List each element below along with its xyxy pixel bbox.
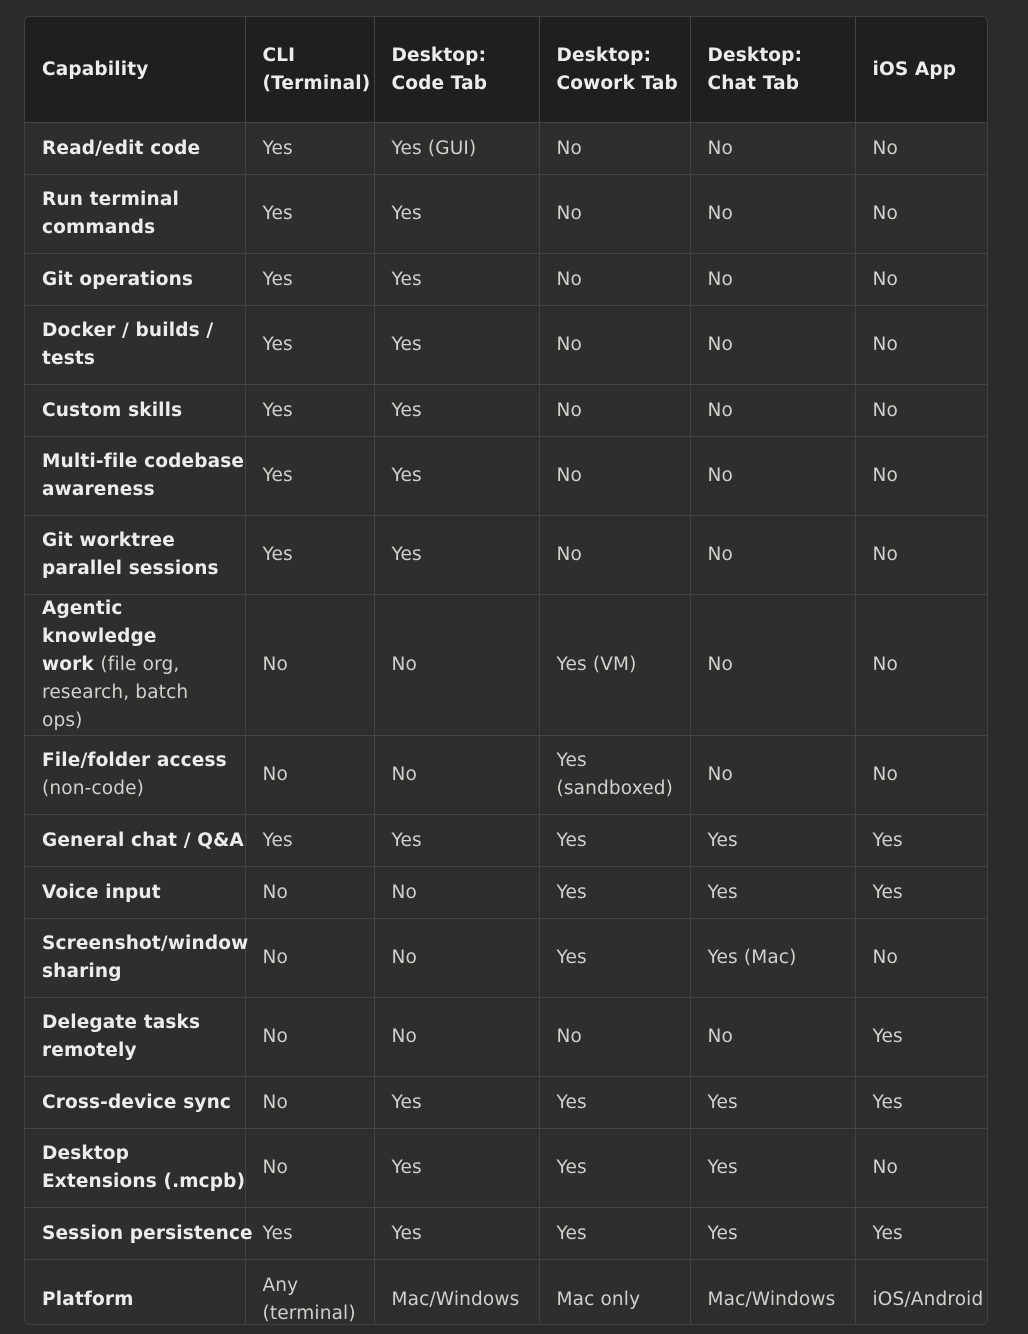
header-capability	[25, 17, 245, 123]
value-cell	[690, 736, 855, 815]
header-line: Chat Tab	[707, 72, 800, 94]
header-ios-app	[855, 17, 987, 123]
value-cell	[245, 736, 374, 815]
capability-line: Platform	[42, 1289, 134, 1310]
value-cell	[374, 306, 539, 385]
value-cell	[690, 385, 855, 437]
value-line: Yes	[556, 1157, 587, 1178]
value-cell	[245, 867, 374, 919]
value-cell	[245, 1129, 374, 1208]
value-cell	[245, 595, 374, 736]
table-row	[25, 1129, 987, 1208]
value-line: No	[262, 947, 288, 968]
value-line: Yes	[391, 1157, 422, 1178]
value-line: Yes (Mac)	[707, 947, 797, 968]
value-cell	[539, 385, 690, 437]
value-line: No	[707, 203, 733, 224]
value-line: Yes	[262, 544, 293, 565]
value-line: Mac/Windows	[391, 1289, 520, 1310]
header-line: Code Tab	[391, 72, 488, 94]
value-line: Yes	[707, 1222, 738, 1244]
value-line: Yes	[391, 203, 422, 224]
capability-cell	[25, 998, 245, 1077]
capability-cell	[25, 595, 245, 736]
value-cell	[690, 1129, 855, 1208]
value-cell	[374, 1208, 539, 1260]
value-line: Yes	[556, 1091, 587, 1113]
value-line: No	[872, 947, 898, 968]
capability-line: commands	[42, 217, 156, 238]
top-edge	[0, 0, 1028, 8]
value-line: No	[391, 654, 417, 675]
capability-line: remotely	[42, 1040, 137, 1061]
value-cell	[539, 1129, 690, 1208]
value-cell	[855, 919, 987, 998]
value-cell	[374, 175, 539, 254]
capability-line: Cross-device sync	[42, 1091, 232, 1113]
value-line: No	[556, 1026, 582, 1047]
capability-line: parallel sessions	[42, 558, 219, 579]
value-cell	[690, 815, 855, 867]
capability-line: Run terminal	[42, 189, 179, 210]
value-line: Yes	[872, 1222, 903, 1244]
value-line: Mac only	[556, 1289, 641, 1310]
header-desktop-code	[374, 17, 539, 123]
value-line: Yes	[262, 268, 293, 290]
header-row	[25, 17, 987, 123]
table-row	[25, 175, 987, 254]
capability-line: Read/edit code	[42, 137, 201, 159]
header-line: (Terminal)	[262, 72, 371, 94]
value-line: (terminal)	[262, 1303, 356, 1324]
value-line: No	[262, 764, 288, 785]
value-line: No	[872, 334, 898, 355]
header-line: Cowork Tab	[556, 72, 678, 94]
value-cell	[245, 175, 374, 254]
value-cell	[245, 1208, 374, 1260]
value-line: No	[872, 137, 898, 159]
value-line: No	[707, 1026, 733, 1047]
value-cell	[245, 123, 374, 175]
value-cell	[690, 254, 855, 306]
capability-line: tests	[42, 348, 96, 369]
capability-cell	[25, 306, 245, 385]
value-cell	[539, 175, 690, 254]
value-cell	[245, 306, 374, 385]
value-cell	[855, 736, 987, 815]
header-line: Desktop:	[707, 44, 803, 66]
value-line: (sandboxed)	[556, 778, 674, 799]
value-line: Yes	[556, 750, 587, 771]
value-line: No	[556, 268, 582, 290]
value-cell	[539, 736, 690, 815]
value-cell	[690, 867, 855, 919]
value-cell	[855, 306, 987, 385]
value-cell	[245, 385, 374, 437]
capability-line: Extensions (.mcpb)	[42, 1171, 246, 1192]
value-line: Yes	[556, 881, 587, 903]
value-line: Yes	[872, 829, 903, 851]
value-line: Yes	[262, 1222, 293, 1244]
capability-comparison-table	[25, 17, 987, 1325]
capability-line: awareness	[42, 479, 155, 500]
table-row	[25, 1077, 987, 1129]
capability-cell	[25, 919, 249, 998]
capability-line: Agentic knowledge	[42, 598, 157, 647]
value-line: No	[707, 544, 733, 565]
value-line: No	[707, 399, 733, 421]
capability-line: Desktop	[42, 1143, 130, 1164]
value-line: Yes	[872, 1026, 903, 1047]
value-cell	[855, 1129, 987, 1208]
capability-line: sharing	[42, 961, 122, 982]
table-row	[25, 437, 987, 516]
table-body	[25, 123, 987, 1326]
value-cell	[690, 1260, 855, 1326]
value-line: Yes	[872, 1091, 903, 1113]
value-line: Yes	[391, 829, 422, 851]
capability-cell	[25, 1260, 245, 1326]
value-line: Yes	[556, 947, 587, 968]
capability-cell	[25, 1077, 245, 1129]
value-line: No	[556, 465, 582, 486]
capability-line: work	[42, 654, 94, 675]
value-line: Yes	[262, 465, 293, 486]
capability-cell	[25, 123, 245, 175]
capability-line: Docker / builds /	[42, 320, 214, 341]
value-cell	[539, 1077, 690, 1129]
table-row	[25, 123, 987, 175]
capability-line: General chat / Q&A	[42, 829, 244, 851]
value-cell	[539, 306, 690, 385]
value-line: No	[872, 544, 898, 565]
value-cell	[374, 815, 539, 867]
value-line: Any	[262, 1275, 299, 1296]
table-row	[25, 385, 987, 437]
table-row	[25, 998, 987, 1077]
capability-line: Git operations	[42, 268, 194, 290]
value-line: No	[391, 1026, 417, 1047]
value-line: Yes (VM)	[556, 654, 637, 675]
value-cell	[245, 1077, 374, 1129]
value-cell	[690, 998, 855, 1077]
value-cell	[374, 998, 539, 1077]
capability-cell	[25, 815, 245, 867]
capability-cell	[25, 385, 245, 437]
value-cell	[539, 815, 690, 867]
value-cell	[855, 175, 987, 254]
value-cell	[855, 867, 987, 919]
header-desktop-chat	[690, 17, 855, 123]
capability-cell	[25, 1129, 245, 1208]
value-cell	[855, 1208, 987, 1260]
value-cell	[374, 867, 539, 919]
capability-line: Multi-file codebase	[42, 451, 245, 472]
capability-line: Voice input	[42, 881, 161, 903]
value-line: Yes	[262, 829, 293, 851]
value-line: Yes (GUI)	[391, 137, 477, 159]
value-cell	[690, 919, 855, 998]
table-row	[25, 1260, 987, 1326]
value-cell	[690, 437, 855, 516]
table-row	[25, 306, 987, 385]
value-line: No	[262, 654, 288, 675]
value-line: No	[262, 1026, 288, 1047]
header-line: Capability	[42, 58, 149, 80]
value-line: Yes	[391, 334, 422, 355]
capability-cell	[25, 867, 245, 919]
value-line: No	[707, 268, 733, 290]
value-cell	[245, 919, 374, 998]
value-cell	[855, 254, 987, 306]
capability-cell	[25, 736, 245, 815]
value-cell	[374, 1260, 539, 1326]
value-cell	[855, 123, 987, 175]
table-row	[25, 595, 987, 736]
capability-cell	[25, 516, 245, 595]
value-line: iOS/Android	[872, 1289, 984, 1310]
value-cell	[245, 516, 374, 595]
value-line: No	[262, 1091, 288, 1113]
value-line: No	[262, 1157, 288, 1178]
table-row	[25, 815, 987, 867]
value-line: No	[707, 465, 733, 486]
value-line: No	[872, 654, 898, 675]
value-line: Yes	[707, 881, 738, 903]
value-line: No	[391, 764, 417, 785]
value-cell	[539, 516, 690, 595]
capability-cell	[25, 437, 245, 516]
value-cell	[690, 595, 855, 736]
value-line: No	[556, 544, 582, 565]
table-row	[25, 1208, 987, 1260]
value-cell	[245, 1260, 374, 1326]
value-cell	[855, 595, 987, 736]
value-line: Yes	[262, 203, 293, 224]
value-line: No	[262, 881, 288, 903]
value-line: No	[707, 654, 733, 675]
value-line: Yes	[707, 829, 738, 851]
value-line: Yes	[262, 137, 293, 159]
value-line: Yes	[872, 881, 903, 903]
value-line: Yes	[391, 1091, 422, 1113]
value-cell	[245, 998, 374, 1077]
value-cell	[374, 123, 539, 175]
value-cell	[374, 919, 539, 998]
capability-line: Git worktree	[42, 530, 175, 551]
value-cell	[539, 919, 690, 998]
header-line: iOS App	[872, 58, 957, 80]
value-cell	[539, 1260, 690, 1326]
capability-line: File/folder access	[42, 750, 227, 771]
value-cell	[539, 998, 690, 1077]
value-cell	[855, 385, 987, 437]
value-cell	[690, 1077, 855, 1129]
value-line: Yes	[556, 829, 587, 851]
value-line: No	[872, 764, 898, 785]
value-line: No	[872, 268, 898, 290]
value-cell	[539, 867, 690, 919]
value-cell	[539, 254, 690, 306]
capability-cell	[25, 1208, 253, 1260]
table-row	[25, 736, 987, 815]
value-cell	[855, 815, 987, 867]
value-line: No	[707, 137, 733, 159]
capability-cell	[25, 254, 245, 306]
value-cell	[690, 123, 855, 175]
value-line: Yes	[391, 544, 422, 565]
value-line: Yes	[391, 268, 422, 290]
table-row	[25, 919, 987, 998]
value-cell	[374, 1077, 539, 1129]
value-line: Mac/Windows	[707, 1289, 836, 1310]
value-cell	[690, 175, 855, 254]
value-cell	[374, 595, 539, 736]
value-line: Yes	[391, 399, 422, 421]
value-line: No	[556, 137, 582, 159]
value-cell	[374, 516, 539, 595]
capability-line: Custom skills	[42, 399, 183, 421]
header-line: Desktop:	[391, 44, 487, 66]
capability-note: (non-code)	[42, 778, 144, 799]
capability-note: (file org, research, batch ops)	[42, 654, 189, 731]
value-cell	[374, 1129, 539, 1208]
capability-cell	[25, 175, 245, 254]
header-line: Desktop:	[556, 44, 652, 66]
value-line: No	[872, 203, 898, 224]
value-cell	[855, 998, 987, 1077]
value-line: No	[391, 881, 417, 903]
value-line: No	[391, 947, 417, 968]
value-cell	[855, 516, 987, 595]
value-cell	[539, 1208, 690, 1260]
header-desktop-cowork	[539, 17, 690, 123]
header-line: CLI	[262, 44, 296, 66]
value-line: No	[556, 203, 582, 224]
value-cell	[374, 736, 539, 815]
table-header	[25, 17, 987, 123]
value-line: Yes	[707, 1091, 738, 1113]
value-line: No	[556, 334, 582, 355]
value-cell	[690, 1208, 855, 1260]
value-line: Yes	[262, 334, 293, 355]
value-line: Yes	[556, 1222, 587, 1244]
value-line: No	[872, 465, 898, 486]
value-line: Yes	[391, 1222, 422, 1244]
value-cell	[855, 1260, 987, 1326]
table-row	[25, 867, 987, 919]
value-cell	[245, 815, 374, 867]
value-cell	[690, 306, 855, 385]
value-cell	[374, 437, 539, 516]
header-cli	[245, 17, 374, 123]
value-cell	[245, 254, 374, 306]
value-line: Yes	[707, 1157, 738, 1178]
value-line: No	[707, 764, 733, 785]
table-row	[25, 254, 987, 306]
capability-table-container	[24, 16, 988, 1325]
capability-line: Screenshot/window	[42, 933, 249, 954]
value-cell	[539, 437, 690, 516]
value-cell	[374, 254, 539, 306]
value-cell	[539, 595, 690, 736]
value-line: No	[872, 1157, 898, 1178]
value-line: No	[707, 334, 733, 355]
value-line: No	[872, 399, 898, 421]
value-line: No	[556, 399, 582, 421]
value-line: Yes	[262, 399, 293, 421]
table-row	[25, 516, 987, 595]
value-cell	[245, 437, 374, 516]
value-cell	[539, 123, 690, 175]
capability-line: Session persistence	[42, 1222, 253, 1244]
value-line: Yes	[391, 465, 422, 486]
value-cell	[855, 1077, 987, 1129]
value-cell	[374, 385, 539, 437]
value-cell	[690, 516, 855, 595]
value-cell	[855, 437, 987, 516]
capability-line: Delegate tasks	[42, 1012, 201, 1033]
